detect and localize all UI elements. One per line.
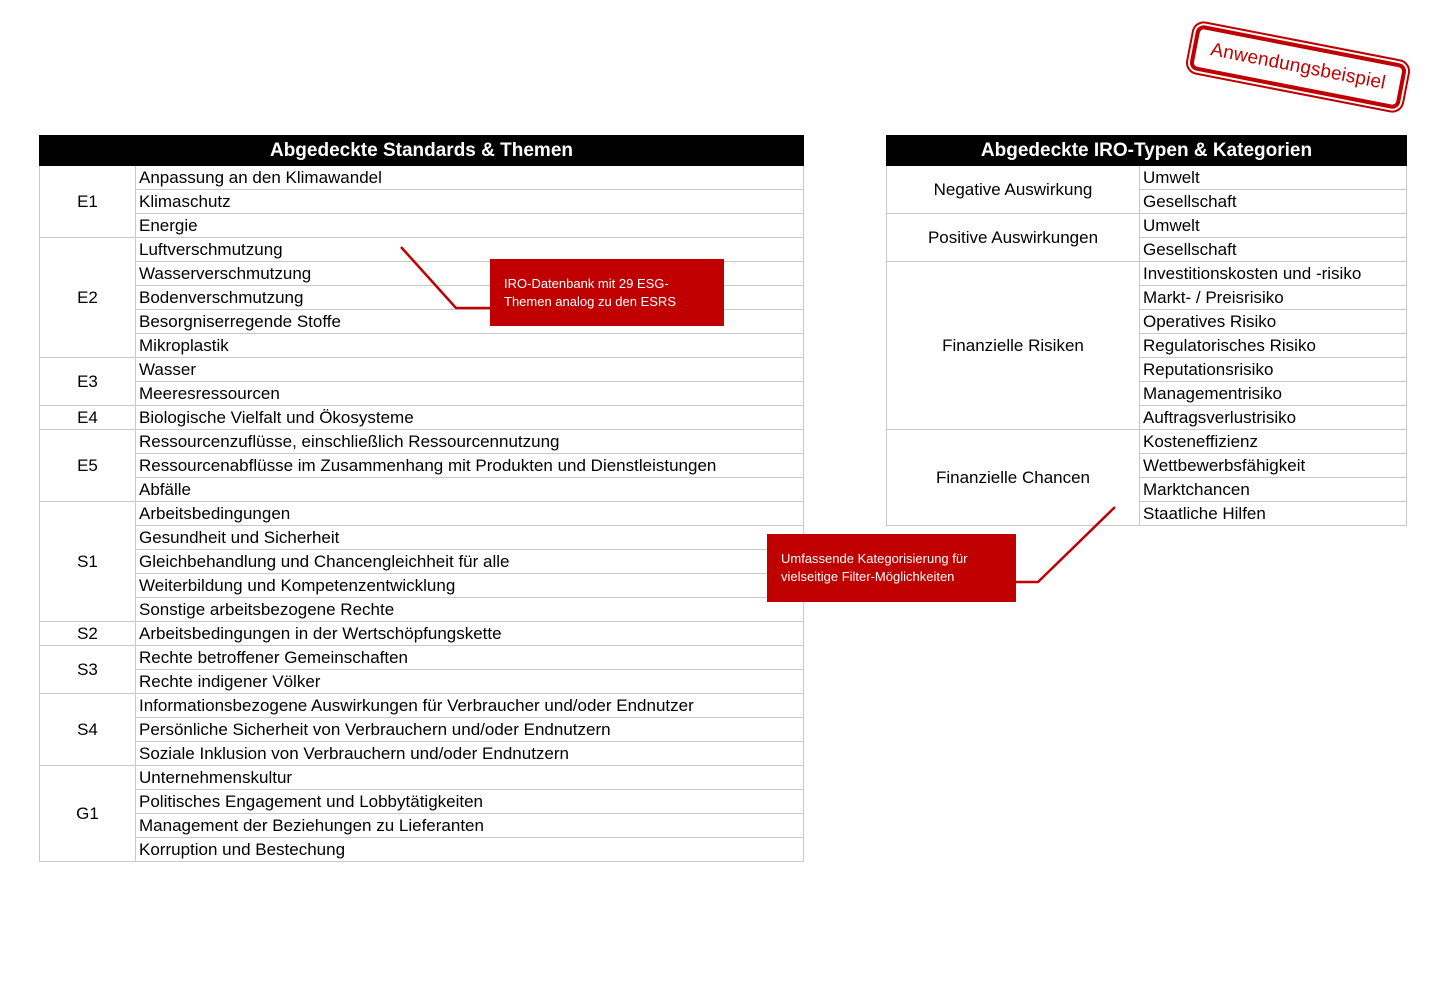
standards-item-cell: Klimaschutz <box>136 190 804 214</box>
callout-categorization <box>767 534 1016 602</box>
table-row <box>887 214 1407 238</box>
table-row <box>40 814 804 838</box>
standards-item-cell: Abfälle <box>136 478 804 502</box>
iro-item-cell: Kosteneffizienz <box>1140 430 1407 454</box>
standards-item-cell: Mikroplastik <box>136 334 804 358</box>
table-row <box>40 454 804 478</box>
table-row <box>40 502 804 526</box>
standards-item-cell: Weiterbildung und Kompetenzentwicklung <box>136 574 804 598</box>
standards-group-cell: G1 <box>40 766 136 862</box>
standards-item-cell: Bodenverschmutzung <box>136 286 804 310</box>
table-row <box>40 646 804 670</box>
iro-group-cell: Finanzielle Chancen <box>887 430 1140 526</box>
table-row <box>40 190 804 214</box>
table-row <box>40 382 804 406</box>
standards-item-cell: Rechte betroffener Gemeinschaften <box>136 646 804 670</box>
standards-group-cell: E1 <box>40 166 136 238</box>
iro-item-cell: Operatives Risiko <box>1140 310 1407 334</box>
standards-item-cell: Arbeitsbedingungen <box>136 502 804 526</box>
table-row <box>40 334 804 358</box>
standards-item-cell: Korruption und Bestechung <box>136 838 804 862</box>
standards-group-cell: S4 <box>40 694 136 766</box>
standards-item-cell: Politisches Engagement und Lobbytätigkeiten <box>136 790 804 814</box>
table-row <box>40 550 804 574</box>
table-row <box>40 622 804 646</box>
table-row <box>887 166 1407 190</box>
iro-group-cell: Finanzielle Risiken <box>887 262 1140 430</box>
standards-item-cell: Soziale Inklusion von Verbrauchern und/oder Endnutzern <box>136 742 804 766</box>
table-row <box>40 574 804 598</box>
iro-item-cell: Umwelt <box>1140 214 1407 238</box>
iro-table-header: Abgedeckte IRO-Typen & Kategorien <box>887 136 1407 166</box>
table-row <box>887 262 1407 286</box>
standards-group-cell: E5 <box>40 430 136 502</box>
standards-item-cell: Ressourcenabflüsse im Zusammenhang mit Produkten und Dienstleistungen <box>136 454 804 478</box>
standards-item-cell: Luftverschmutzung <box>136 238 804 262</box>
standards-group-cell: E3 <box>40 358 136 406</box>
iro-item-cell: Reputationsrisiko <box>1140 358 1407 382</box>
iro-item-cell: Investitionskosten und -risiko <box>1140 262 1407 286</box>
standards-group-cell: E4 <box>40 406 136 430</box>
iro-table-body <box>887 166 1407 526</box>
table-row <box>40 430 804 454</box>
standards-group-cell: E2 <box>40 238 136 358</box>
callout-categorization-text: Umfassende Kategorisierung für vielseitige Filter-Möglichkeiten <box>781 551 968 584</box>
iro-item-cell: Wettbewerbsfähigkeit <box>1140 454 1407 478</box>
table-row <box>40 598 804 622</box>
table-row <box>40 478 804 502</box>
iro-group-cell: Negative Auswirkung <box>887 166 1140 214</box>
table-row <box>40 790 804 814</box>
iro-item-cell: Marktchancen <box>1140 478 1407 502</box>
standards-item-cell: Besorgniserregende Stoffe <box>136 310 804 334</box>
iro-item-cell: Regulatorisches Risiko <box>1140 334 1407 358</box>
standards-item-cell: Ressourcenzuflüsse, einschließlich Ressourcennutzung <box>136 430 804 454</box>
standards-item-cell: Meeresressourcen <box>136 382 804 406</box>
iro-group-cell: Positive Auswirkungen <box>887 214 1140 262</box>
standards-item-cell: Wasserverschmutzung <box>136 262 804 286</box>
table-row <box>40 526 804 550</box>
iro-item-cell: Auftragsverlustrisiko <box>1140 406 1407 430</box>
standards-table <box>39 135 804 862</box>
iro-item-cell: Staatliche Hilfen <box>1140 502 1407 526</box>
standards-item-cell: Rechte indigener Völker <box>136 670 804 694</box>
standards-item-cell: Biologische Vielfalt und Ökosysteme <box>136 406 804 430</box>
iro-item-cell: Umwelt <box>1140 166 1407 190</box>
table-row <box>40 718 804 742</box>
sample-stamp: Anwendungsbeispiel <box>1189 24 1408 110</box>
standards-item-cell: Energie <box>136 214 804 238</box>
standards-item-cell: Unternehmenskultur <box>136 766 804 790</box>
standards-item-cell: Sonstige arbeitsbezogene Rechte <box>136 598 804 622</box>
standards-group-cell: S2 <box>40 622 136 646</box>
iro-item-cell: Managementrisiko <box>1140 382 1407 406</box>
standards-item-cell: Persönliche Sicherheit von Verbrauchern und/oder Endnutzern <box>136 718 804 742</box>
table-row <box>40 166 804 190</box>
iro-item-cell: Gesellschaft <box>1140 190 1407 214</box>
callout-esg-database-text: IRO-Datenbank mit 29 ESG-Themen analog zu den ESRS <box>504 275 676 309</box>
table-row <box>40 838 804 862</box>
iro-table <box>886 135 1407 526</box>
table-row <box>40 214 804 238</box>
table-row <box>40 742 804 766</box>
standards-item-cell: Gleichbehandlung und Chancengleichheit für alle <box>136 550 804 574</box>
standards-item-cell: Management der Beziehungen zu Lieferanten <box>136 814 804 838</box>
table-row <box>40 358 804 382</box>
standards-group-cell: S1 <box>40 502 136 622</box>
standards-item-cell: Arbeitsbedingungen in der Wertschöpfungskette <box>136 622 804 646</box>
table-row <box>40 670 804 694</box>
standards-item-cell: Informationsbezogene Auswirkungen für Verbraucher und/oder Endnutzer <box>136 694 804 718</box>
standards-group-cell: S3 <box>40 646 136 694</box>
standards-item-cell: Anpassung an den Klimawandel <box>136 166 804 190</box>
callout-esg-database <box>490 259 724 326</box>
table-row <box>40 694 804 718</box>
table-row <box>40 238 804 262</box>
table-row <box>887 430 1407 454</box>
standards-table-header: Abgedeckte Standards & Themen <box>40 136 804 166</box>
iro-item-cell: Gesellschaft <box>1140 238 1407 262</box>
standards-item-cell: Gesundheit und Sicherheit <box>136 526 804 550</box>
iro-item-cell: Markt- / Preisrisiko <box>1140 286 1407 310</box>
standards-item-cell: Wasser <box>136 358 804 382</box>
table-row <box>40 406 804 430</box>
table-row <box>40 766 804 790</box>
